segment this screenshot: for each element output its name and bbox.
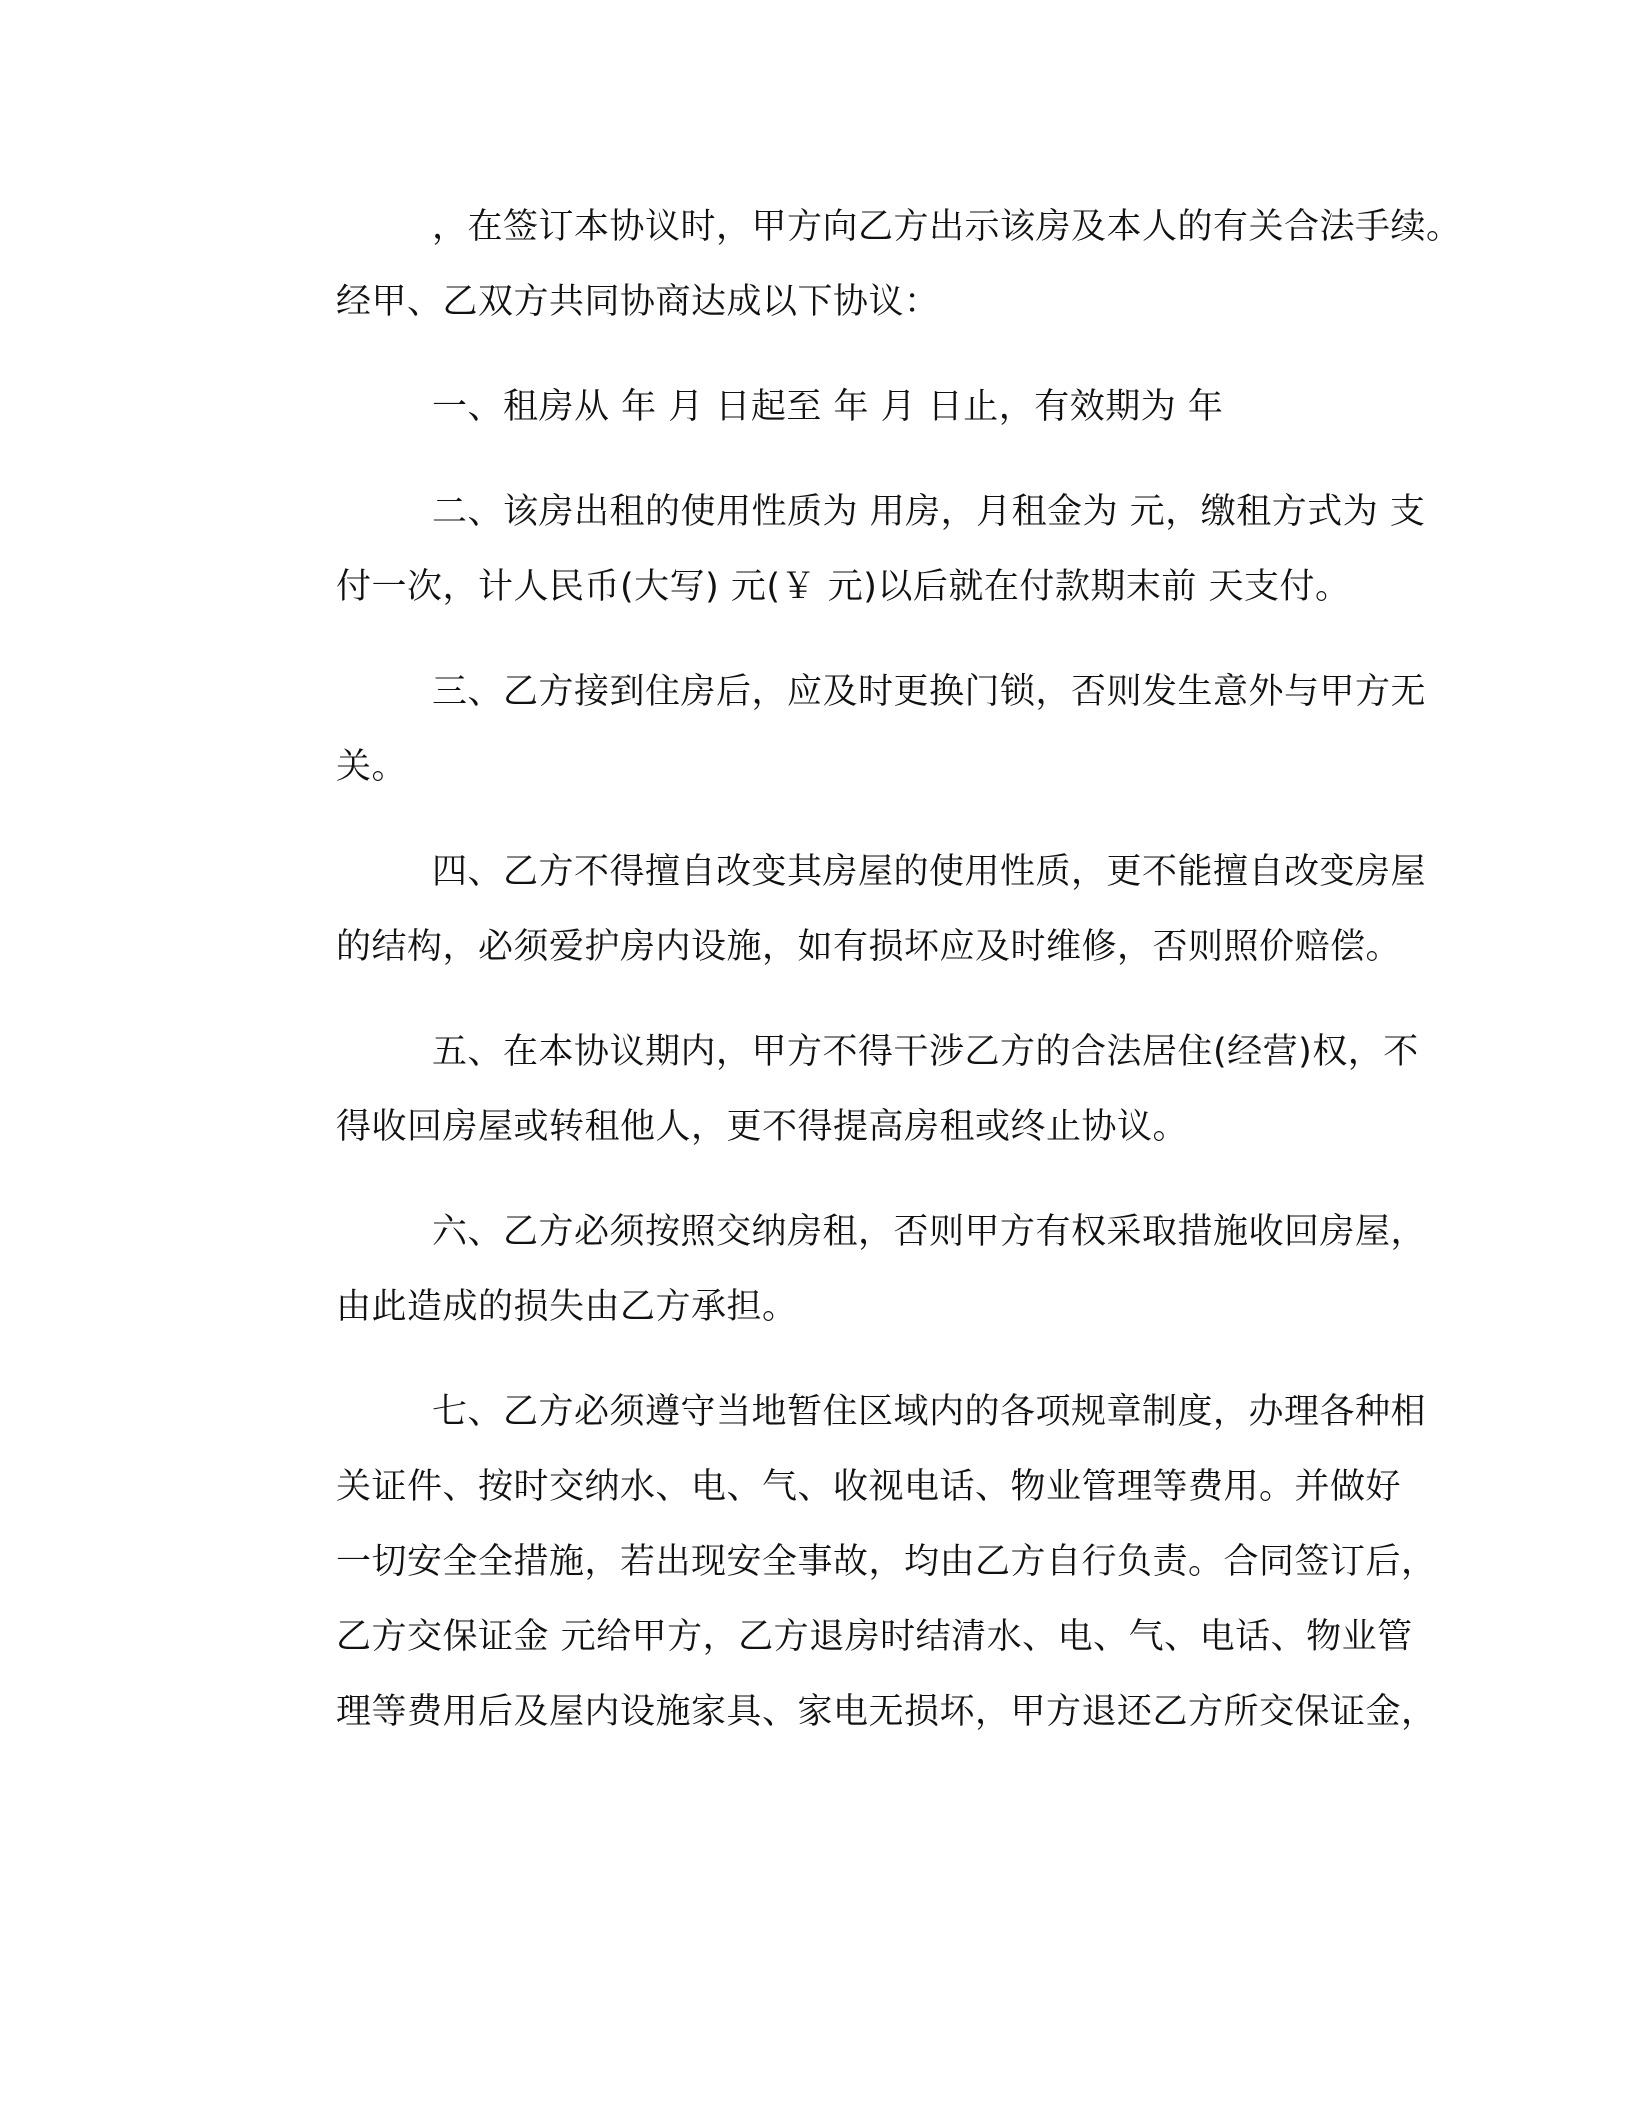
text-line: 得收回房屋或转租他人，更不得提高房租或终止协议。 bbox=[336, 1107, 1189, 1147]
text-line: ，在签订本协议时，甲方向乙方出示该房及本人的有关合法手续。 bbox=[432, 207, 1462, 247]
text-line: 付一次，计人民币(大写) 元(￥ 元)以后就在付款期末前 天支付。 bbox=[336, 567, 1351, 607]
document-body bbox=[240, 190, 1462, 1780]
paragraph-clause-4 bbox=[240, 835, 1427, 985]
text-line: 七、乙方必须遵守当地暂住区域内的各项规章制度，办理各种相 bbox=[432, 1392, 1427, 1432]
paragraph-clause-1 bbox=[240, 370, 1392, 445]
text-line: 关证件、按时交纳水、电、气、收视电话、物业管理等费用。并做好 bbox=[336, 1467, 1402, 1507]
text-line: 一切安全全措施，若出现安全事故，均由乙方自行负责。合同签订后， bbox=[336, 1542, 1437, 1582]
text-line: 经甲、乙双方共同协商达成以下协议： bbox=[336, 282, 940, 322]
text-line: 理等费用后及屋内设施家具、家电无损坏，甲方退还乙方所交保证金， bbox=[336, 1692, 1437, 1732]
text-line: 的结构，必须爱护房内设施，如有损坏应及时维修，否则照价赔偿。 bbox=[336, 927, 1402, 967]
text-line: 六、乙方必须按照交纳房租，否则甲方有权采取措施收回房屋， bbox=[432, 1212, 1427, 1252]
paragraph-intro bbox=[240, 190, 1462, 340]
text-line: 四、乙方不得擅自改变其房屋的使用性质，更不能擅自改变房屋 bbox=[432, 852, 1427, 892]
text-line: 五、在本协议期内，甲方不得干涉乙方的合法居住(经营)权，不 bbox=[432, 1032, 1419, 1072]
paragraph-clause-5 bbox=[240, 1015, 1419, 1165]
paragraph-clause-3 bbox=[240, 655, 1427, 805]
text-line: 二、该房出租的使用性质为 用房，月租金为 元，缴租方式为 支 bbox=[432, 492, 1426, 532]
text-line: 关。 bbox=[336, 747, 408, 787]
paragraph-clause-2 bbox=[240, 475, 1426, 625]
text-line: 一、租房从 年 月 日起至 年 月 日止，有效期为 年 bbox=[432, 387, 1224, 427]
paragraph-clause-6 bbox=[240, 1195, 1427, 1345]
paragraph-clause-7 bbox=[240, 1375, 1437, 1750]
text-line: 乙方交保证金 元给甲方，乙方退房时结清水、电、气、电话、物业管 bbox=[336, 1617, 1413, 1657]
text-line: 三、乙方接到住房后，应及时更换门锁，否则发生意外与甲方无 bbox=[432, 672, 1427, 712]
text-line: 由此造成的损失由乙方承担。 bbox=[336, 1287, 798, 1327]
